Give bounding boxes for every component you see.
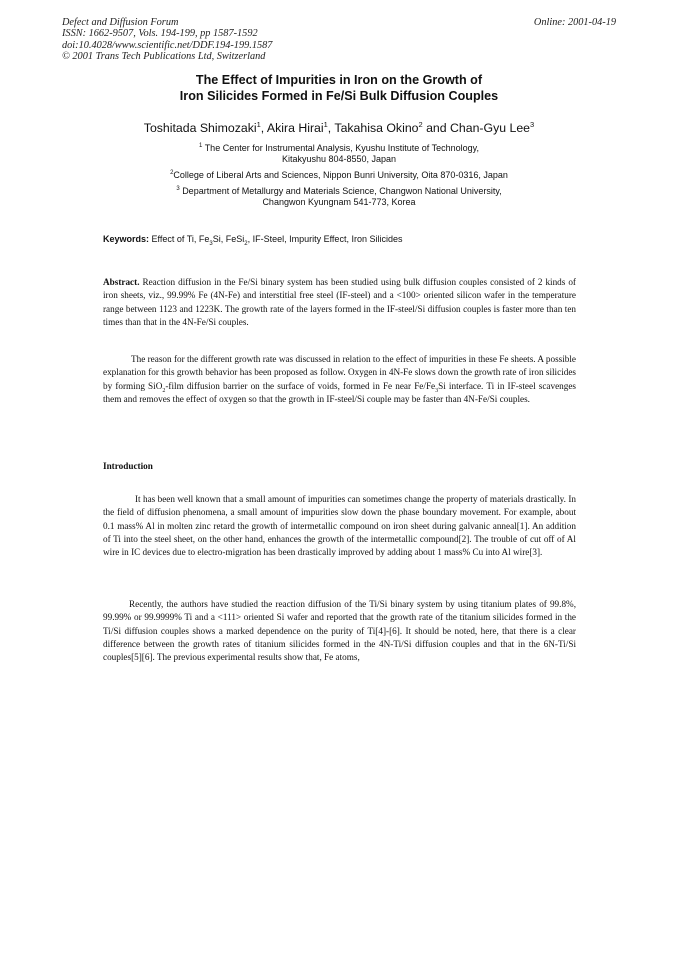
abstract-text: Si interface. Ti in IF-steel scavenges them and removes the effect of oxygen so that the growth in IF-steel/Si couple may be faster than 4N-Fe/Si couples. bbox=[103, 380, 576, 404]
affil-marker: 1 bbox=[199, 143, 203, 149]
keywords-label: Keywords: bbox=[103, 234, 150, 244]
journal-name: Defect and Diffusion Forum bbox=[62, 17, 179, 28]
affil-line: Changwon Kyungnam 541-773, Korea bbox=[262, 197, 416, 208]
author-affil-marker: 3 bbox=[530, 120, 535, 129]
affil-line: The Center for Instrumental Analysis, Kyushu Institute of Technology, bbox=[204, 143, 479, 153]
doi-line: doi:10.4028/www.scientific.net/DDF.194-199.1587 bbox=[62, 39, 273, 51]
title-line-1: The Effect of Impurities in Iron on the Growth of bbox=[195, 73, 483, 87]
online-date: Online: 2001-04-19 bbox=[533, 17, 616, 28]
author-separator: , bbox=[327, 121, 335, 136]
author-name: Takahisa Okino bbox=[334, 121, 419, 136]
subscript: 2 bbox=[244, 240, 248, 247]
keywords-text: Si, FeSi bbox=[212, 234, 245, 244]
title-line-2: Iron Silicides Formed in Fe/Si Bulk Diffusion Couples bbox=[179, 88, 499, 103]
author-list bbox=[60, 117, 618, 136]
affiliation-2 bbox=[90, 168, 588, 181]
author-name: Akira Hirai bbox=[266, 121, 324, 136]
affiliation-1 bbox=[90, 141, 588, 165]
running-header-citation bbox=[62, 17, 272, 62]
affil-marker: 2 bbox=[170, 170, 174, 176]
abstract-text: -film diffusion barrier on the surface of voids, formed in Fe near Fe/Fe bbox=[165, 380, 436, 391]
intro-paragraph-1: It has been well known that a small amount of impurities can sometimes change the property of materials drastically. In the field of diffusion phenomena, a small amount of impurities slow down the phase boundary movement. For example, about 0.1 mass% Al in molten zinc retard the growth of intermetallic compound on iron sheet during galvanic anneal[1]. An addition of Ti into the steel sheet, on the other hand, enhances the growth of the intermetallic compound[2]. The trouble of cut off of Al wire in IC devices due to electro-migration has been drastically improved by adding about 1 mass% Cu into Al wire[3]. bbox=[103, 494, 576, 558]
affil-marker: 3 bbox=[176, 186, 180, 192]
author-affil-marker: 2 bbox=[418, 120, 423, 129]
abstract-text: Reaction diffusion in the Fe/Si binary system has been studied using bulk diffusion couples consisted of 2 kinds of iron sheets, viz., 99.99% Fe (4N-Fe) and interstitial free steel (IF-steel) and a <100> oriented silicon wafer in the temperature range between 1123 and 1223K. The growth rate of the layers formed in the IF-steel/Si diffusion couples is faster more than ten times than that in the 4N-Fe/Si couples. bbox=[103, 277, 576, 327]
paper-title bbox=[90, 73, 588, 104]
copyright-line: © 2001 Trans Tech Publications Ltd, Switzerland bbox=[62, 50, 266, 62]
abstract-paragraph-1 bbox=[103, 276, 576, 329]
author-name: Chan-Gyu Lee bbox=[450, 121, 531, 136]
abstract-text: The reason for the different growth rate was discussed in relation to the effect of impurities in these Fe sheets. A possible explanation for this growth behavior has been proposed as follow. Oxygen in 4N-Fe slows down the growth rate of iron silicides by forming SiO bbox=[103, 354, 576, 391]
subscript: 3 bbox=[435, 387, 439, 394]
author-separator: and bbox=[422, 121, 451, 136]
subscript: 2 bbox=[162, 387, 166, 394]
keywords-text: Effect of Ti, Fe bbox=[149, 234, 210, 244]
subscript: 3 bbox=[209, 240, 213, 247]
author-name: Toshitada Shimozaki bbox=[143, 121, 257, 136]
intro-paragraph-2: Recently, the authors have studied the reaction diffusion of the Ti/Si binary system by using titanium plates of 99.8%, 99.99% or 99.9999% Ti and a <111> oriented Si wafer and reported that the growth rate of the titanium silicides formed in the Ti/Si diffusion couples shows a marked dependence on the purity of Ti[4]-[6]. It should be noted, here, that there is a clear difference between the growth rates of titanium silicides formed in the 4N-Ti/Si diffusion couples and that in the 6N-Ti/Si couples[5][6]. The previous experimental results show that, Fe atoms, bbox=[103, 599, 576, 663]
abstract-label: Abstract. bbox=[103, 277, 140, 287]
author-affil-marker: 1 bbox=[323, 120, 328, 129]
affil-line: Kitakyushu 804-8550, Japan bbox=[281, 154, 397, 165]
author-separator: , bbox=[260, 121, 267, 136]
keywords-line bbox=[103, 234, 583, 250]
affil-line: College of Liberal Arts and Sciences, Nippon Bunri University, Oita 870-0316, Japan bbox=[173, 170, 508, 180]
issn-line: ISSN: 1662-9507, Vols. 194-199, pp 1587-1592 bbox=[62, 28, 258, 40]
affiliation-3 bbox=[90, 184, 588, 208]
author-affil-marker: 1 bbox=[256, 120, 261, 129]
section-heading-introduction: Introduction bbox=[103, 461, 153, 471]
affil-line: Department of Metallurgy and Materials Science, Changwon National University, bbox=[182, 186, 502, 196]
keywords-text: , IF-Steel, Impurity Effect, Iron Silicides bbox=[247, 234, 403, 244]
abstract-paragraph-2 bbox=[103, 353, 576, 406]
